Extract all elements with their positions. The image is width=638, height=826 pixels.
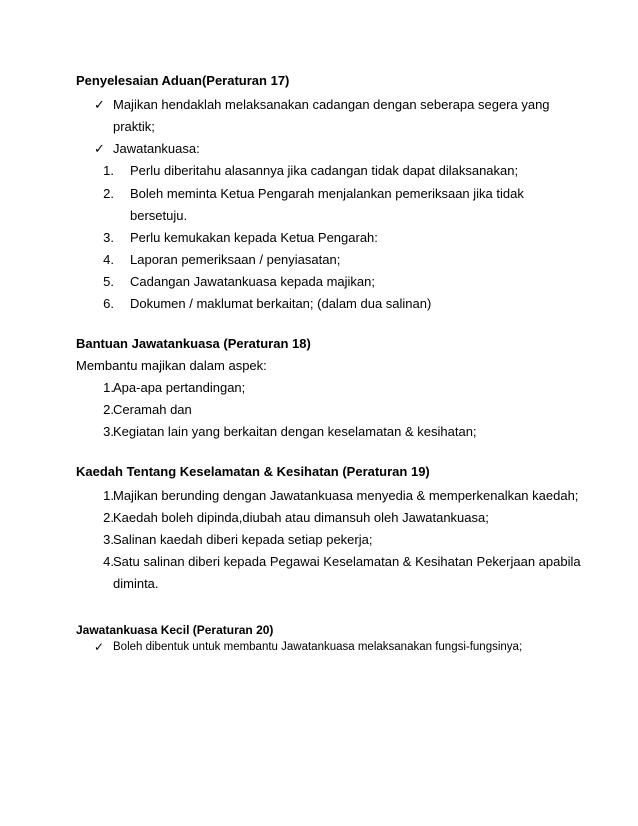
list-item: Dokumen / maklumat berkaitan; (dalam dua salinan) [130,296,432,311]
bullet-text: Majikan hendaklah melaksanakan cadangan dengan seberapa segera yang [113,97,550,112]
list-number: 2. [103,402,114,417]
checkmark-icon: ✓ [94,97,105,112]
bullet-text: Boleh dibentuk untuk membantu Jawatankuasa melaksanakan fungsi-fungsinya; [113,641,523,653]
list-number: 5. [103,274,114,289]
section-heading-peraturan-17: Penyelesaian Aduan(Peraturan 17) [76,73,290,88]
list-item-continued: diminta. [113,576,159,591]
list-number: 4. [103,554,114,569]
section-heading-peraturan-18: Bantuan Jawatankuasa (Peraturan 18) [76,336,311,351]
checkmark-icon: ✓ [94,640,105,654]
list-item: Majikan berunding dengan Jawatankuasa menyedia & memperkenalkan kaedah; [113,488,579,503]
list-item: Kegiatan lain yang berkaitan dengan keselamatan & kesihatan; [113,424,477,439]
bullet-text: Jawatankuasa: [113,141,200,156]
list-number: 1. [103,163,114,178]
list-number: 1. [103,488,114,503]
list-item: Perlu diberitahu alasannya jika cadangan tidak dapat dilaksanakan; [130,163,519,178]
list-number: 3. [103,230,114,245]
list-item: Perlu kemukakan kepada Ketua Pengarah: [130,230,378,245]
list-number: 3. [103,532,114,547]
list-number: 2. [103,186,114,201]
list-item: Laporan pemeriksaan / penyiasatan; [130,252,341,267]
list-item: Satu salinan diberi kepada Pegawai Keselamatan & Kesihatan Pekerjaan apabila [113,554,581,569]
list-item: Salinan kaedah diberi kepada setiap pekerja; [113,532,373,547]
list-item: Kaedah boleh dipinda,diubah atau dimansuh oleh Jawatankuasa; [113,510,489,525]
list-item: Cadangan Jawatankuasa kepada majikan; [130,274,376,289]
list-item: Ceramah dan [113,402,192,417]
list-item: Apa-apa pertandingan; [113,380,246,395]
section-heading-peraturan-19: Kaedah Tentang Keselamatan & Kesihatan (Peraturan 19) [76,464,430,479]
list-item: Boleh meminta Ketua Pengarah menjalankan pemeriksaan jika tidak [130,186,524,201]
section-intro: Membantu majikan dalam aspek: [76,358,267,373]
bullet-text-continued: praktik; [113,119,155,134]
section-heading-peraturan-20: Jawatankuasa Kecil (Peraturan 20) [76,623,274,637]
list-number: 4. [103,252,114,267]
list-number: 6. [103,296,114,311]
list-item-continued: bersetuju. [130,208,188,223]
checkmark-icon: ✓ [94,141,105,156]
list-number: 2. [103,510,114,525]
list-number: 1. [103,380,114,395]
list-number: 3. [103,424,114,439]
